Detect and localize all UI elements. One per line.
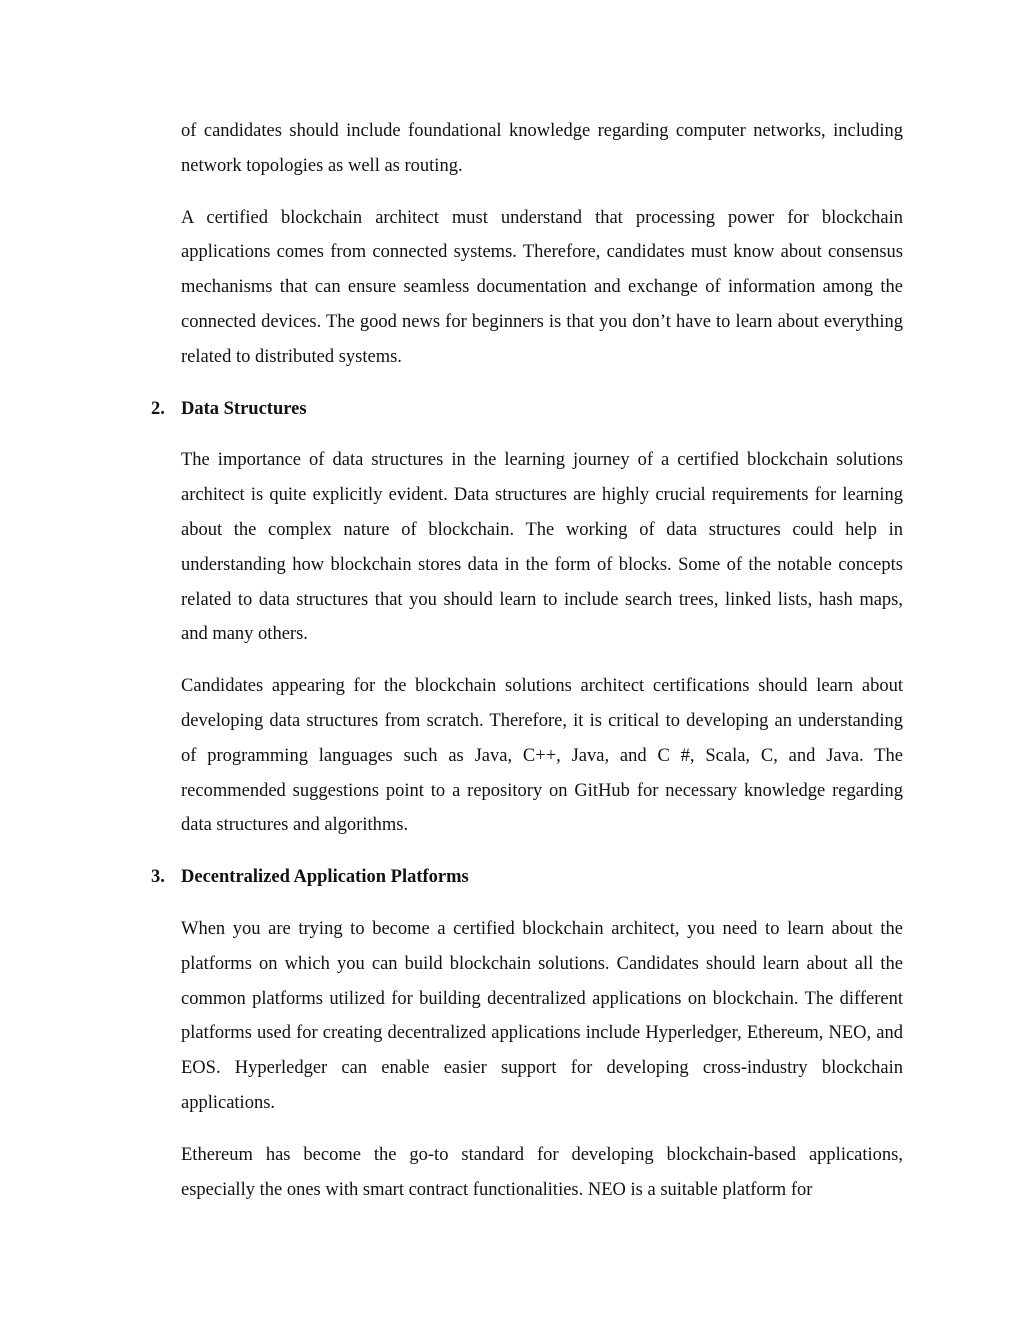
section-title: Decentralized Application Platforms [181, 867, 469, 888]
section-heading-decentralized-application-platforms [151, 860, 903, 895]
section-number: 3. [151, 867, 165, 888]
body-paragraph: Ethereum has become the go-to standard for developing blockchain-based applications, especially the ones with smart contract functionalities. NEO is a suitable platform for [181, 1144, 903, 1200]
document-body [151, 114, 903, 1224]
section-number: 2. [151, 398, 165, 419]
body-paragraph: When you are trying to become a certified blockchain architect, you need to learn about the platforms on which you can build blockchain solutions. Candidates should learn about all the common platforms utilized for building decentralized applications on blockchain. The different platforms used for creating decentralized applications include Hyperledger, Ethereum, NEO, and EOS. Hyperledger can enable easier support for developing cross-industry blockchain applications. [181, 918, 903, 1113]
body-paragraph: Candidates appearing for the blockchain solutions architect certifications should learn about developing data structures from scratch. Therefore, it is critical to developing an understanding of programming languages such as Java, C++, Java, and C #, Scala, C, and Java. The recommended suggestions point to a repository on GitHub for necessary knowledge regarding data structures and algorithms. [181, 676, 903, 836]
section-title: Data Structures [181, 398, 307, 419]
section-heading-data-structures [151, 392, 903, 427]
body-paragraph: of candidates should include foundational knowledge regarding computer networks, including network topologies as well as routing. [181, 121, 903, 176]
body-paragraph: The importance of data structures in the learning journey of a certified blockchain solutions architect is quite explicitly evident. Data structures are highly crucial requirements for learning about the complex nature of blockchain. The working of data structures could help in understanding how blockchain stores data in the form of blocks. Some of the notable concepts related to data structures that you should learn to include search trees, linked lists, hash maps, and many others. [181, 450, 903, 645]
body-paragraph: A certified blockchain architect must understand that processing power for blockchain applications comes from connected systems. Therefore, candidates must know about consensus mechanisms that can ensure seamless documentation and exchange of information among the connected devices. The good news for beginners is that you don’t have to learn about everything related to distributed systems. [181, 207, 903, 367]
